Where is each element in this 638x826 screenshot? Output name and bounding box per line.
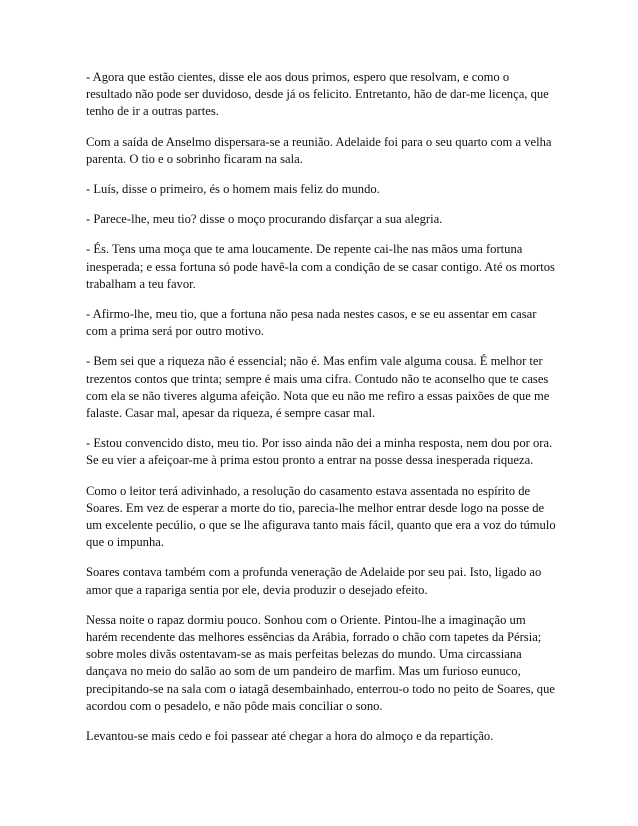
paragraph-11: Nessa noite o rapaz dormiu pouco. Sonhou com o Oriente. Pintou-lhe a imaginação um harém recendente das melhores essências da Arábia, forrado o chão com tapetes da Pérsia; sobre moles divãs ostentavam-se as mais perfeitas belezas do mundo. Uma circassiana dançava no meio do salão ao som de um pandeiro de marfim. Mas um furioso eunuco, precipitando-se na sala com o iatagã desembainhado, enterrou-o todo no peito de Soares, que acordou com o pesadelo, e não pôde mais conciliar o sono.	[86, 612, 555, 713]
paragraph-5: - És. Tens uma moça que te ama loucamente. De repente cai-lhe nas mãos uma fortuna inesperada; e essa fortuna só pode havê-la com a condição de se casar contigo. Até os mortos trabalham a teu favor.	[86, 242, 555, 291]
paragraph-7: - Bem sei que a riqueza não é essencial; não é. Mas enfim vale alguma cousa. É melhor ter trezentos contos que trinta; sempre é mais uma cifra. Contudo não te aconselho que te cases com ela se não tiveres alguma afeição. Nota que eu não me refiro a essas paixões de que me falaste. Casar mal, apesar da riqueza, é sempre casar mal.	[86, 354, 550, 421]
paragraph-4: - Parece-lhe, meu tio? disse o moço procurando disfarçar a sua alegria.	[86, 212, 443, 227]
paragraph-12: Levantou-se mais cedo e foi passear até chegar a hora do almoço e da repartição.	[86, 729, 494, 744]
paragraph-10: Soares contava também com a profunda veneração de Adelaide por seu pai. Isto, ligado ao amor que a rapariga sentia por ele, devia produzir o desejado efeito.	[86, 565, 542, 597]
paragraph-6: - Afirmo-lhe, meu tio, que a fortuna não pesa nada nestes casos, e se eu assentar em casar com a prima será por outro motivo.	[86, 307, 537, 339]
document-page	[86, 69, 556, 758]
paragraph-1: - Agora que estão cientes, disse ele aos dous primos, espero que resolvam, e como o resultado não pode ser duvidoso, desde já os felicito. Entretanto, hão de dar-me licença, que tenho de ir a outras partes.	[86, 70, 549, 119]
paragraph-2: Com a saída de Anselmo dispersara-se a reunião. Adelaide foi para o seu quarto com a velha parenta. O tio e o sobrinho ficaram na sala.	[86, 134, 552, 166]
paragraph-8: - Estou convencido disto, meu tio. Por isso ainda não dei a minha resposta, nem dou por ora. Se eu vier a afeiçoar-me à prima estou pronto a entrar na posse dessa inesperada riqueza.	[86, 436, 553, 468]
paragraph-9: Como o leitor terá adivinhado, a resolução do casamento estava assentada no espírito de Soares. Em vez de esperar a morte do tio, parecia-lhe melhor entrar desde logo na posse de um excelente pecúlio, o que se lhe afigurava tanto mais fácil, quanto que era a voz do túmulo que o impunha.	[86, 483, 556, 550]
paragraph-3: - Luís, disse o primeiro, és o homem mais feliz do mundo.	[86, 182, 380, 197]
